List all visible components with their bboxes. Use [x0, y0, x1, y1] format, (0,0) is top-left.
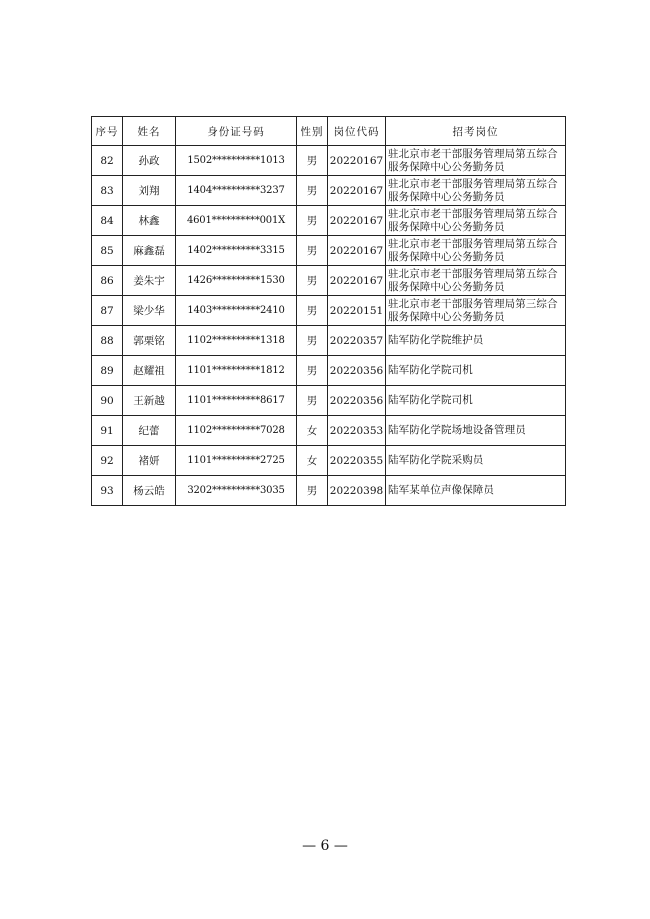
- header-post: 招考岗位: [386, 117, 566, 146]
- cell-gender: 男: [297, 176, 328, 206]
- cell-name: 姜朱宇: [123, 266, 176, 296]
- header-row: [92, 117, 566, 146]
- header-code: 岗位代码: [328, 117, 386, 146]
- cell-post-title: 陆军防化学院采购员: [386, 446, 566, 476]
- cell-id-number: 1403**********2410: [176, 296, 297, 326]
- table-row: [92, 146, 566, 176]
- cell-post-code: 20220167: [328, 146, 386, 176]
- cell-post-code: 20220357: [328, 326, 386, 356]
- cell-gender: 女: [297, 416, 328, 446]
- cell-no: 86: [92, 266, 123, 296]
- cell-gender: 男: [297, 296, 328, 326]
- cell-name: 杨云皓: [123, 476, 176, 506]
- cell-post-title: 陆军防化学院司机: [386, 386, 566, 416]
- cell-name: 纪蕾: [123, 416, 176, 446]
- cell-name: 郭栗铭: [123, 326, 176, 356]
- header-name: 姓名: [123, 117, 176, 146]
- page-number: — 6 —: [302, 838, 348, 854]
- cell-post-code: 20220356: [328, 356, 386, 386]
- cell-post-code: 20220167: [328, 176, 386, 206]
- cell-gender: 男: [297, 266, 328, 296]
- cell-post-title: 陆军某单位声像保障员: [386, 476, 566, 506]
- cell-id-number: 1102**********7028: [176, 416, 297, 446]
- cell-no: 91: [92, 416, 123, 446]
- table-row: [92, 476, 566, 506]
- header-id: 身份证号码: [176, 117, 297, 146]
- cell-id-number: 1404**********3237: [176, 176, 297, 206]
- cell-name: 麻鑫磊: [123, 236, 176, 266]
- cell-no: 84: [92, 206, 123, 236]
- cell-gender: 男: [297, 326, 328, 356]
- cell-no: 87: [92, 296, 123, 326]
- cell-gender: 男: [297, 386, 328, 416]
- cell-gender: 女: [297, 446, 328, 476]
- cell-no: 85: [92, 236, 123, 266]
- table-row: [92, 356, 566, 386]
- cell-name: 王新越: [123, 386, 176, 416]
- cell-no: 93: [92, 476, 123, 506]
- cell-name: 刘翔: [123, 176, 176, 206]
- cell-no: 82: [92, 146, 123, 176]
- cell-post-title: 驻北京市老干部服务管理局第五综合服务保障中心公务勤务员: [386, 206, 566, 236]
- cell-id-number: 3202**********3035: [176, 476, 297, 506]
- cell-id-number: 1402**********3315: [176, 236, 297, 266]
- table-row: [92, 386, 566, 416]
- cell-name: 梁少华: [123, 296, 176, 326]
- cell-gender: 男: [297, 236, 328, 266]
- header-no: 序号: [92, 117, 123, 146]
- cell-name: 褚妍: [123, 446, 176, 476]
- roster-table: [91, 116, 566, 506]
- cell-gender: 男: [297, 356, 328, 386]
- header-gender: 性别: [297, 117, 328, 146]
- cell-post-title: 驻北京市老干部服务管理局第五综合服务保障中心公务勤务员: [386, 146, 566, 176]
- table-row: [92, 446, 566, 476]
- cell-id-number: 4601**********001X: [176, 206, 297, 236]
- cell-post-title: 陆军防化学院司机: [386, 356, 566, 386]
- cell-post-code: 20220353: [328, 416, 386, 446]
- cell-id-number: 1502**********1013: [176, 146, 297, 176]
- cell-post-title: 陆军防化学院维护员: [386, 326, 566, 356]
- cell-no: 89: [92, 356, 123, 386]
- cell-post-code: 20220167: [328, 206, 386, 236]
- table-row: [92, 176, 566, 206]
- table-row: [92, 296, 566, 326]
- cell-post-title: 驻北京市老干部服务管理局第五综合服务保障中心公务勤务员: [386, 236, 566, 266]
- cell-post-code: 20220356: [328, 386, 386, 416]
- table-body: [92, 146, 566, 506]
- cell-id-number: 1102**********1318: [176, 326, 297, 356]
- cell-gender: 男: [297, 206, 328, 236]
- cell-post-title: 陆军防化学院场地设备管理员: [386, 416, 566, 446]
- cell-name: 赵耀祖: [123, 356, 176, 386]
- cell-post-title: 驻北京市老干部服务管理局第五综合服务保障中心公务勤务员: [386, 176, 566, 206]
- cell-id-number: 1426**********1530: [176, 266, 297, 296]
- table-row: [92, 236, 566, 266]
- cell-gender: 男: [297, 146, 328, 176]
- cell-post-code: 20220167: [328, 236, 386, 266]
- cell-name: 孙政: [123, 146, 176, 176]
- cell-post-title: 驻北京市老干部服务管理局第三综合服务保障中心公务勤务员: [386, 296, 566, 326]
- cell-id-number: 1101**********1812: [176, 356, 297, 386]
- cell-id-number: 1101**********2725: [176, 446, 297, 476]
- cell-post-title: 驻北京市老干部服务管理局第五综合服务保障中心公务勤务员: [386, 266, 566, 296]
- cell-no: 90: [92, 386, 123, 416]
- cell-post-code: 20220167: [328, 266, 386, 296]
- table-row: [92, 266, 566, 296]
- table-header: [92, 117, 566, 146]
- cell-no: 83: [92, 176, 123, 206]
- table-row: [92, 416, 566, 446]
- cell-id-number: 1101**********8617: [176, 386, 297, 416]
- cell-gender: 男: [297, 476, 328, 506]
- cell-post-code: 20220355: [328, 446, 386, 476]
- cell-no: 88: [92, 326, 123, 356]
- cell-post-code: 20220398: [328, 476, 386, 506]
- cell-post-code: 20220151: [328, 296, 386, 326]
- table-row: [92, 206, 566, 236]
- cell-no: 92: [92, 446, 123, 476]
- cell-name: 林鑫: [123, 206, 176, 236]
- table-row: [92, 326, 566, 356]
